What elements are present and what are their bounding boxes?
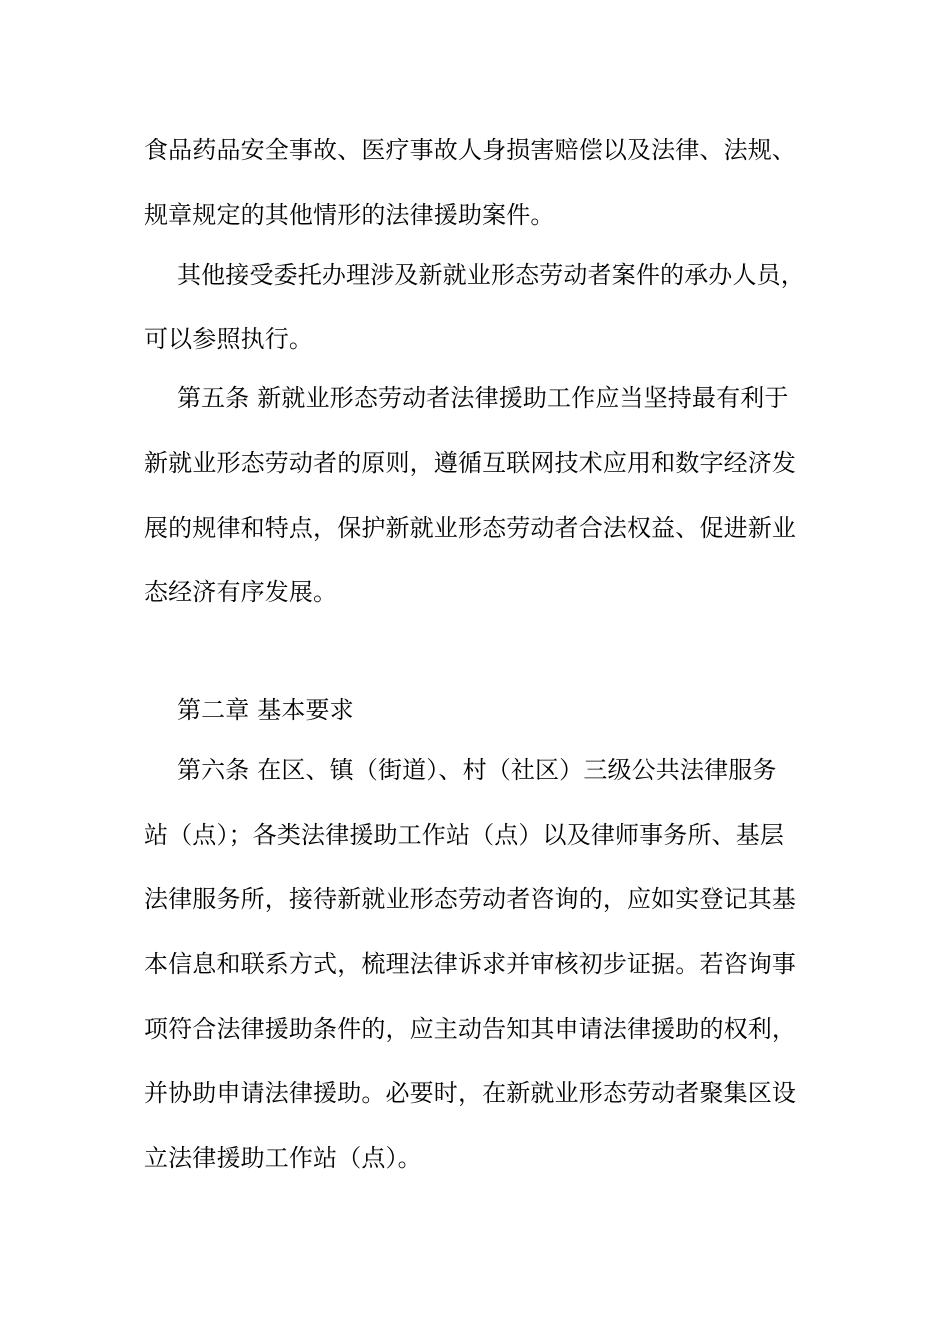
text-line: 并协助申请法律援助。必要时，在新就业形态劳动者聚集区设 bbox=[144, 1079, 797, 1107]
text-line: 可以参照执行。 bbox=[144, 325, 314, 353]
text-line: 项符合法律援助条件的，应主动告知其申请法律援助的权利， bbox=[144, 1015, 797, 1043]
article-five-heading-line: 第五条 新就业形态劳动者法律援助工作应当坚持最有利于 bbox=[177, 384, 789, 412]
text-line: 法律服务所，接待新就业形态劳动者咨询的，应如实登记其基 bbox=[144, 885, 797, 913]
text-line: 立法律援助工作站（点）。 bbox=[144, 1144, 422, 1172]
text-line: 态经济有序发展。 bbox=[144, 578, 338, 606]
text-line: 展的规律和特点，保护新就业形态劳动者合法权益、促进新业 bbox=[144, 514, 797, 542]
paragraph-start-line: 其他接受委托办理涉及新就业形态劳动者案件的承办人员， bbox=[177, 261, 805, 289]
text-line: 规章规定的其他情形的法律援助案件。 bbox=[144, 201, 555, 229]
article-six-heading-line: 第六条 在区、镇（街道）、村（社区）三级公共法律服务 bbox=[177, 756, 777, 784]
text-line: 本信息和联系方式，梳理法律诉求并审核初步证据。若咨询事 bbox=[144, 950, 797, 978]
chapter-two-heading: 第二章 基本要求 bbox=[177, 696, 354, 724]
text-line: 站（点）；各类法律援助工作站（点）以及律师事务所、基层 bbox=[144, 821, 785, 849]
text-line: 食品药品安全事故、医疗事故人身损害赔偿以及法律、法规、 bbox=[144, 136, 797, 164]
text-line: 新就业形态劳动者的原则，遵循互联网技术应用和数字经济发 bbox=[144, 449, 797, 477]
